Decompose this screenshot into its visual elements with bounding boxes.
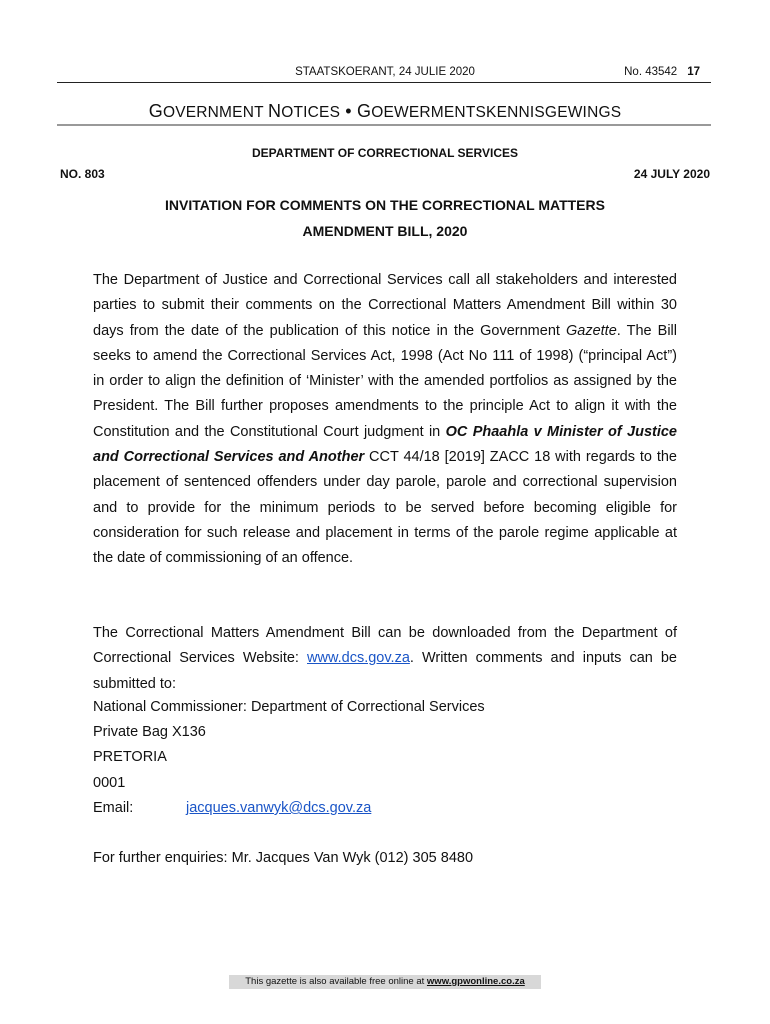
p1-text-c: CCT 44/18 [2019] ZACC 18 with regards to the placement of sentenced offenders under day parole, parole and correctional supervision and to provide for the minimum periods to be served before becoming eligible for consideration for such release and placement in terms of the parole regime applicable at the date of commissioning of an offence.: [93, 449, 677, 567]
address-line-4: 0001: [93, 775, 126, 791]
banner-r1: OVERNMENT: [162, 104, 268, 121]
p2-text-b: . Written comments and inputs can be submitted to:: [93, 650, 677, 692]
header-rule: [57, 82, 711, 83]
p1-case-name: OC Phaahla v Minister of Justice and Correctional Services and Another: [93, 423, 677, 466]
gazette-date: STAATSKOERANT, 24 JULIE 2020: [295, 66, 475, 78]
banner-rule: [57, 124, 711, 126]
banner-g1: G: [148, 101, 163, 121]
page-number: 17: [687, 66, 700, 78]
section-banner: [0, 101, 770, 122]
email-row: [93, 800, 371, 816]
p1-text-b: . The Bill seeks to amend the Correctional Services Act, 1998 (Act No 111 of 1998) (“principal Act”) in order to align the definition of ‘Minister’ with the amended portfolios as assigned by the President. The Bill further proposes amendments to the principle Act to align it with the Constitution and the Constitutional Court judgment in: [93, 322, 677, 440]
notice-title-line2: AMENDMENT BILL, 2020: [302, 223, 468, 239]
dcs-website-link[interactable]: www.dcs.gov.za: [307, 650, 410, 667]
enquiries-line: For further enquiries: Mr. Jacques Van Wyk (012) 305 8480: [93, 850, 474, 866]
body-paragraph-2: [93, 621, 677, 697]
banner-r2: OTICES: [281, 104, 341, 121]
banner-separator: •: [340, 101, 358, 121]
notice-date: 24 JULY 2020: [633, 167, 710, 181]
p1-text-a: The Department of Justice and Correctional Services call all stakeholders and interested parties to submit their comments on the Correctional Matters Amendment Bill within 30 days from the date of the publication of this notice in the Government: [93, 272, 677, 339]
footer-bar: [229, 975, 541, 989]
banner-g3: G: [357, 101, 372, 121]
gazette-number: No. 43542: [624, 66, 678, 78]
email-label: Email:: [93, 800, 134, 816]
address-line-1: National Commissioner: Department of Correctional Services: [93, 699, 485, 715]
banner-g2: N: [268, 101, 282, 121]
gazette-number-header: [624, 66, 700, 78]
banner-r3: OEWERMENTSKENNISGEWINGS: [371, 104, 622, 121]
footer-text: This gazette is also available free online at: [245, 976, 427, 987]
p1-gazette: Gazette: [565, 322, 617, 339]
body-paragraph-1: [93, 268, 677, 572]
address-line-2: Private Bag X136: [93, 724, 206, 740]
email-link[interactable]: jacques.vanwyk@dcs.gov.za: [186, 800, 372, 816]
address-line-3: PRETORIA: [93, 749, 167, 765]
p2-text-a: The Correctional Matters Amendment Bill can be downloaded from the Department of Correctional Services Website:: [93, 625, 677, 667]
notice-number: NO. 803: [60, 167, 105, 181]
footer-url[interactable]: www.gpwonline.co.za: [426, 976, 525, 987]
notice-title-line1: INVITATION FOR COMMENTS ON THE CORRECTIONAL MATTERS: [165, 197, 605, 213]
department-heading: DEPARTMENT OF CORRECTIONAL SERVICES: [251, 146, 519, 160]
